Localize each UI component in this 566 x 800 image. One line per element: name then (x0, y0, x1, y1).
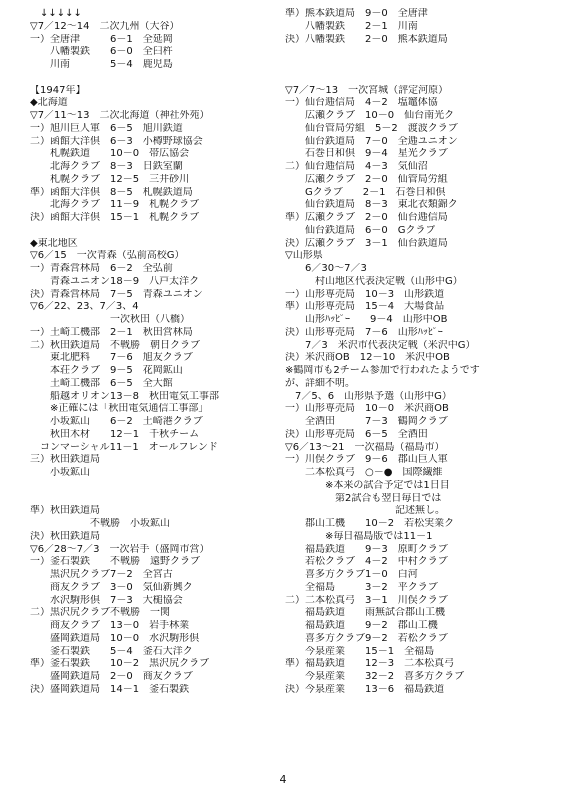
result-line: 決）八幡製鉄 2－0 熊本鉄道局 (285, 33, 448, 45)
result-line: ◆東北地区 (30, 237, 78, 249)
result-line: 7／5、6 山形県予選（山形中G） (285, 390, 452, 402)
result-line: 決）米沢商OB 12－10 米沢中OB (285, 352, 450, 364)
result-line: 決）山形専売局 7－6 山形ﾊｯﾋﾟｰ (285, 326, 443, 338)
result-line: 東北肥料 7－6 旭友クラブ (30, 352, 193, 364)
result-line: 三）秋田鉄道局 (30, 454, 100, 466)
result-line: 福島鉄道 9－2 郡山工機 (285, 620, 438, 631)
result-line: が、詳細不明。 (285, 377, 355, 389)
result-line: 八幡製鉄 2－1 川南 (285, 20, 418, 32)
result-line: 全福島 3－2 平クラブ (285, 581, 438, 593)
result-line: ▽6／22、23、7／3、4 (30, 301, 139, 313)
result-line: 6／30～7／3 (285, 263, 367, 274)
result-line: ※正確には「秋田電気通信工事部」 (30, 403, 209, 415)
result-line: ※本来の試合予定では1日目 (285, 479, 450, 491)
result-line: 一）青森営林局 6－2 全弘前 (30, 263, 173, 274)
result-line: 水沢駒形倶 7－3 大槌協会 (30, 594, 183, 606)
result-line: 準）山形専売局 15－4 大場食品 (285, 301, 445, 313)
result-line: 札幌クラブ 12－5 三井砂川 (30, 173, 190, 185)
result-line: 準）広瀬クラブ 2－0 仙台逓信局 (285, 212, 448, 223)
result-line: 一）土崎工機部 2－1 秋田営林局 (30, 326, 193, 338)
result-line: 一次秋田（八橋） (30, 314, 190, 325)
result-line: 【1947年】 (30, 84, 86, 96)
result-line: 二）函館大洋倶 6－3 小樽野球協会 (30, 135, 203, 147)
result-line: 秋田木材 12－1 千秋チーム (30, 428, 200, 440)
result-line: コンマーシャル11－1 オールフレンド (30, 441, 218, 453)
result-line: 一）釜石製鉄 不戦勝 遠野クラブ (30, 556, 200, 568)
result-line: 黒沢尻クラブ7－2 全宮古 (30, 569, 173, 580)
result-line: 広瀬クラブ 10－0 仙台南光ク (285, 110, 455, 121)
page-number: 4 (279, 773, 287, 786)
result-line: ▽6／13～21 一次福島（福島市） (285, 441, 445, 453)
result-line: 盛岡鉄道局 2－0 商友クラブ (30, 671, 193, 682)
result-line: 準）福島鉄道 12－3 二本松真弓 (285, 658, 455, 670)
result-line: 一）全唐津 6－1 全延岡 (30, 33, 173, 45)
result-line: 山形ﾊｯﾋﾟｰ 9－4 山形中OB (285, 314, 448, 325)
result-line: 北海クラブ 11－9 札幌クラブ (30, 199, 200, 211)
result-line: 福島鉄道 雨無試合郡山工機 (285, 607, 445, 619)
result-line: 二）黒沢尻クラブ不戦勝 一関 (30, 607, 170, 619)
result-line: 一）川俣クラブ 9－6 郡山巨人軍 (285, 454, 448, 466)
result-line: 川南 5－4 鹿児島 (30, 59, 173, 70)
result-line: 決）今泉産業 13－6 福島鉄道 (285, 683, 445, 695)
result-line: 広瀬クラブ 2－0 仙管局労組 (285, 173, 448, 185)
result-line: 一）旭川巨人軍 6－5 旭川鉄道 (30, 122, 183, 134)
result-line: 第2試合も翌日毎日では (285, 492, 442, 504)
result-line: 記述無し。 (285, 505, 445, 517)
result-line: 一）山形専売局 10－3 山形鉄道 (285, 288, 445, 300)
result-line: ◆北海道 (30, 97, 68, 109)
result-line: 村山地区代表決定戦（山形中G） (285, 275, 463, 287)
result-line: 準）釜石製鉄 10－2 黒沢尻クラブ (30, 658, 210, 670)
result-line: 二）二本松真弓 3－1 川俣クラブ (285, 594, 448, 606)
result-line: 若松クラブ 4－2 中村クラブ (285, 556, 448, 568)
result-line: 郡山工機 10－2 若松実業ク (285, 518, 455, 529)
result-line: 不戦勝 小坂鉱山 (30, 518, 170, 529)
result-line: 石巻日和倶 9－4 星光クラブ (285, 148, 448, 160)
result-line: 決）青森営林局 7－5 青森ユニオン (30, 288, 203, 300)
result-line: 決）広瀬クラブ 3－1 仙台鉄道局 (285, 237, 448, 249)
result-line: 仙台鉄道局 7－0 全逓ユニオン (285, 135, 458, 147)
result-line: ▽7／7～13 一次宮城（評定河原） (285, 84, 449, 96)
result-line: 小坂鉱山 6－2 土崎港クラブ (30, 416, 203, 427)
result-line: ▽7／11～13 二次北海道（神社外苑） (30, 110, 210, 121)
result-line: 福島鉄道 9－3 原町クラブ (285, 543, 448, 555)
result-line: 仙台管局労組 5－2 渡波クラブ (285, 122, 458, 134)
result-line: 決）秋田鉄道局 (30, 530, 100, 542)
result-line: 一）仙台逓信局 4－2 塩竈体協 (285, 97, 438, 109)
result-line: 準）函館大洋倶 8－5 札幌鉄道局 (30, 186, 193, 198)
result-line: Gクラブ 2－1 石巻日和倶 (285, 186, 446, 198)
result-line: 準）熊本鉄道局 9－0 全唐津 (285, 8, 428, 19)
result-line: 商友クラブ 3－0 気仙新興ク (30, 581, 193, 593)
result-line: 決）函館大洋倶 15－1 札幌クラブ (30, 212, 200, 223)
result-line: 二本松真弓 ○－● 国際繊維 (285, 467, 443, 478)
result-line: 全酒田 7－3 鶴岡クラブ (285, 416, 448, 427)
result-line: 仙台鉄道局 6－0 Gクラブ (285, 224, 436, 236)
result-line: 二）仙台逓信局 4－3 気仙沼 (285, 161, 428, 172)
result-line: 本荘クラブ 9－5 花岡鉱山 (30, 365, 183, 376)
result-line: 釜石製鉄 5－4 釜石大洋ク (30, 645, 193, 657)
result-line: 喜多方クラブ1－0 白河 (285, 569, 418, 580)
result-line: 決）山形専売局 6－5 全酒田 (285, 428, 428, 440)
result-line: 一）山形専売局 10－0 米沢商OB (285, 403, 449, 415)
result-line: 土崎工機部 6－5 全大館 (30, 377, 173, 389)
result-line: 北海クラブ 8－3 日鉄室蘭 (30, 161, 183, 172)
result-line: ▽6／15 一次青森（弘前高校G） (30, 250, 185, 262)
result-line: ▽6／28～7／3 一次岩手（盛岡市営） (30, 543, 210, 555)
result-line: 仙台鉄道局 8－3 東北衣類錦ク (285, 199, 458, 211)
result-line: ↓↓↓↓↓ (30, 8, 82, 19)
result-line: 準）秋田鉄道局 (30, 505, 100, 517)
result-line: ※鶴岡市も2チーム参加で行われたようです (285, 365, 480, 376)
result-line: 札幌鉄道 10－0 帯広協会 (30, 148, 190, 160)
result-line: 7／3 米沢市代表決定戦（米沢中G） (285, 339, 476, 351)
result-line: 決）盛岡鉄道局 14－1 釜石製鉄 (30, 683, 190, 695)
result-line: 八幡製鉄 6－0 全臼杵 (30, 46, 173, 58)
result-line: 喜多方クラブ9－2 若松クラブ (285, 632, 448, 644)
result-line: 今泉産業 32－2 喜多方クラブ (285, 671, 465, 682)
result-line: 船越オリオン13－8 秋田電気工事部 (30, 390, 219, 402)
result-line: 今泉産業 15－1 全福島 (285, 645, 435, 657)
result-line: ※毎日福島版では11－1 (285, 530, 433, 542)
result-line: 小坂鉱山 (30, 467, 90, 478)
result-line: 二）秋田鉄道局 不戦勝 朝日クラブ (30, 339, 200, 351)
result-line: 青森ユニオン18－9 八戸太洋ク (30, 275, 200, 287)
result-line: ▽7／12～14 二次九州（大谷） (30, 20, 180, 32)
result-line: ▽山形県 (285, 250, 323, 262)
result-line: 商友クラブ 13－0 岩手林業 (30, 620, 190, 631)
result-line: 盛岡鉄道局 10－0 水沢駒形倶 (30, 632, 200, 644)
